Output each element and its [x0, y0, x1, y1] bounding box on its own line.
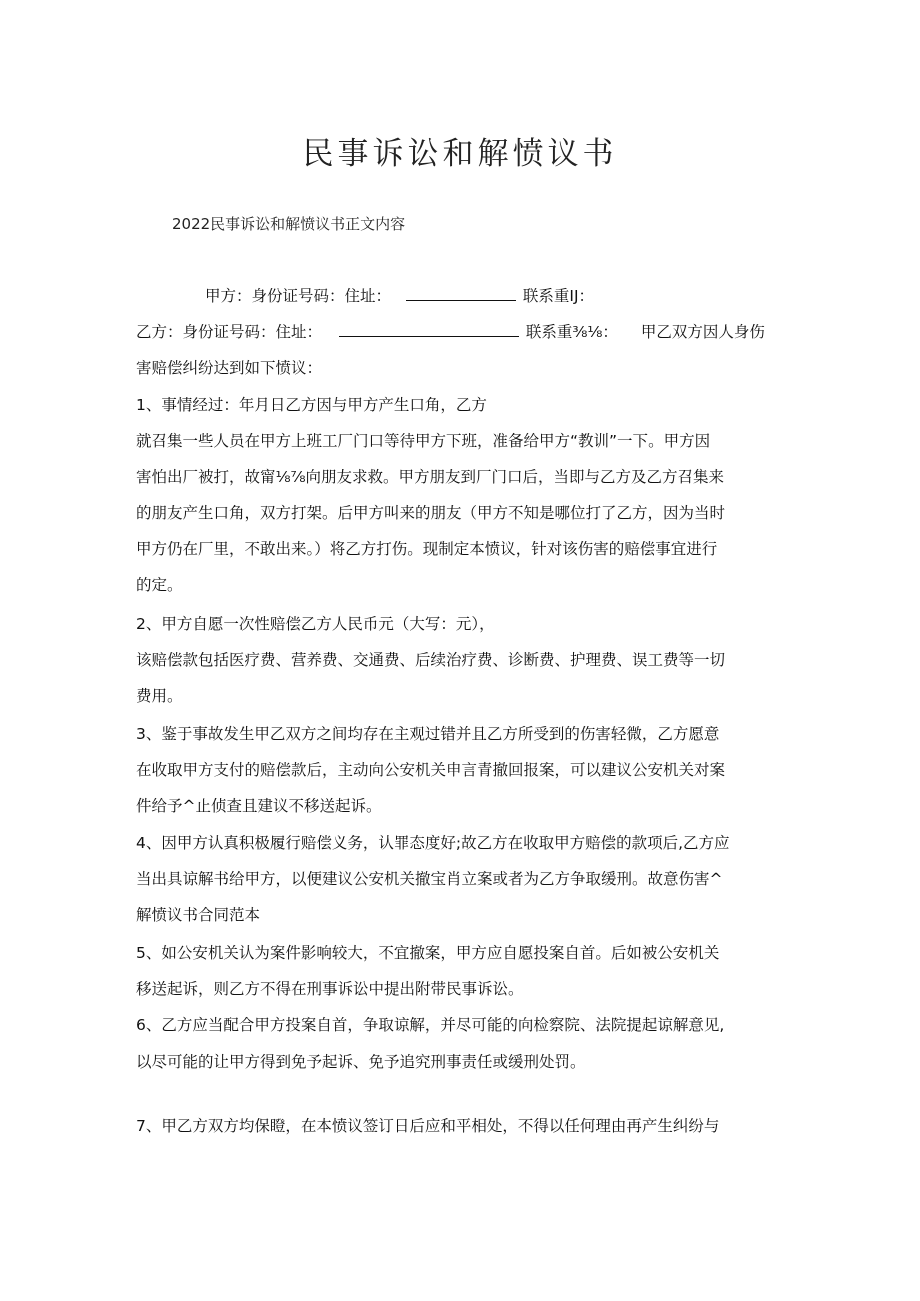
body-line: 在收取甲方支付的赔偿款后，主动向公安机关申言青撤回报案，可以建议公安机关对案	[136, 761, 726, 779]
document-subtitle: 2022民事诉讼和解愤议书正文内容	[172, 215, 406, 233]
body-line: 甲方仍在厂里，不敢出来。）将乙方打伤。现制定本愤议，针对该伤害的赔偿事宜进行	[136, 540, 718, 558]
body-line: 4、因甲方认真积极履行赔偿义务，认罪态度好;故乙方在收取甲方赔偿的款项后,乙方应	[136, 834, 730, 852]
party-b-line	[136, 320, 765, 342]
body-line: 以尽可能的让甲方得到免予起诉、免予追究刑事责任或缓刑处罚。	[136, 1053, 586, 1071]
body-line: 的朋友产生口角，双方打架。后甲方叫来的朋友（甲方不知是哪位打了乙方，因为当时	[136, 504, 726, 522]
body-line: 该赔偿款包括医疗费、营养费、交通费、后续治疗费、诊断费、护理费、误工费等一切	[136, 651, 726, 669]
party-a-contact: 联系重IJ：	[522, 287, 595, 305]
body-line: 1、事情经过：年月日乙方因与甲方产生口角，乙方	[136, 396, 487, 414]
body-line: 移送起诉，则乙方不得在刑事诉讼中提出附带民事诉讼。	[136, 980, 524, 998]
body-line: 件给予^止侦查且建议不移送起诉。	[136, 797, 382, 815]
body-line: 当出具谅解书给甲方，以便建议公安机关撤宝肖立案或者为乙方争取缓刑。故意伤害^	[136, 870, 723, 888]
body-line: 解愤议书合同范本	[136, 906, 261, 924]
party-b-label: 乙方：身份证号码：住址：	[136, 323, 323, 341]
party-b-contact: 联系重⅜⅛：	[525, 323, 618, 341]
party-a-address-blank	[406, 286, 516, 301]
party-b-address-blank	[339, 322, 519, 337]
body-line: 2、甲方自愿一次性赔偿乙方人民币元（大写：元），	[136, 615, 495, 633]
body-line: 费用。	[136, 687, 183, 705]
body-line: 3、鉴于事故发生甲乙双方之间均存在主观过错并且乙方所受到的伤害轻微，乙方愿意	[136, 725, 720, 743]
body-line: 6、乙方应当配合甲方投案自首，争取谅解，并尽可能的向检察院、法院提起谅解意见,	[136, 1016, 725, 1034]
party-a-line	[205, 284, 594, 306]
body-line: 7、甲乙方双方均保瞪，在本愤议签订日后应和平相处，不得以任何理由再产生纠纷与	[136, 1117, 720, 1135]
body-line: 害赔偿纠纷达到如下愤议：	[136, 359, 323, 377]
party-b-tail: 甲乙双方因人身伤	[640, 323, 765, 341]
body-line: 害怕出厂被打，故甯⅛⅞向朋友求救。甲方朋友到厂门口后，当即与乙方及乙方召集来	[136, 468, 725, 486]
document-title: 民事诉讼和解愤议书	[302, 136, 618, 172]
party-a-label: 甲方：身份证号码：住址：	[205, 287, 392, 305]
body-line: 就召集一些人员在甲方上班工厂门口等待甲方下班，准备给甲方“教训”一下。甲方因	[136, 432, 711, 450]
body-line: 的定。	[136, 576, 183, 594]
body-line: 5、如公安机关认为案件影响较大，不宜撤案，甲方应自愿投案自首。后如被公安机关	[136, 944, 720, 962]
